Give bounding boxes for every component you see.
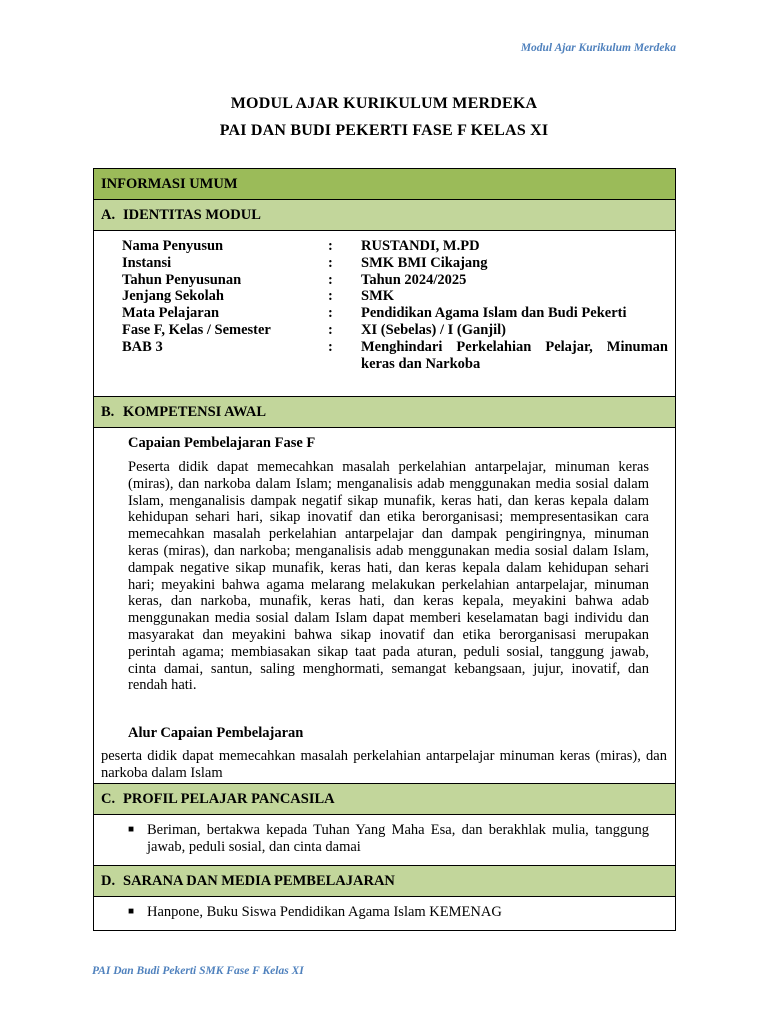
footer-note: PAI Dan Budi Pekerti SMK Fase F Kelas XI xyxy=(92,965,304,977)
sarana-media-body xyxy=(94,897,675,930)
section-number: A. xyxy=(101,206,116,223)
alur-heading: Alur Capaian Pembelajaran xyxy=(128,725,304,741)
capaian-heading: Capaian Pembelajaran Fase F xyxy=(128,435,316,451)
identity-value: Menghindari Perkelahian Pelajar, Minuman keras dan Narkoba xyxy=(361,338,668,372)
section-title: PROFIL PELAJAR PANCASILA xyxy=(123,790,335,807)
section-number: C. xyxy=(101,790,116,807)
alur-paragraph: peserta didik dapat memecahkan masalah perkelahian antarpelajar minuman keras (miras), dan narkoba dalam Islam xyxy=(101,748,667,781)
module-info-table xyxy=(93,168,676,931)
document-subtitle: PAI DAN BUDI PEKERTI FASE F KELAS XI xyxy=(219,122,549,139)
identity-row xyxy=(122,305,668,322)
identity-label: Tahun Penyusunan xyxy=(122,271,242,288)
section-d-header xyxy=(94,866,675,897)
list-item-text: Beriman, bertakwa kepada Tuhan Yang Maha Esa, dan berakhlak mulia, tanggung jawab, peduli sosial, dan cinta damai xyxy=(147,822,649,855)
section-number: D. xyxy=(101,872,116,889)
list-item xyxy=(128,904,649,921)
section-a-header xyxy=(94,200,675,231)
section-c-header xyxy=(94,784,675,815)
identity-label: Mata Pelajaran xyxy=(122,305,220,322)
identity-row xyxy=(122,272,668,289)
identity-row xyxy=(122,288,668,305)
identity-label: Instansi xyxy=(122,254,172,271)
section-title: KOMPETENSI AWAL xyxy=(123,403,267,420)
identity-colon: : xyxy=(328,254,333,271)
identity-label: Fase F, Kelas / Semester xyxy=(122,321,271,338)
identity-value: RUSTANDI, M.PD xyxy=(361,238,480,254)
section-title: IDENTITAS MODUL xyxy=(123,206,261,223)
identity-label: Jenjang Sekolah xyxy=(122,288,224,305)
kompetensi-awal-body xyxy=(94,428,675,784)
identitas-modul-body xyxy=(94,231,675,397)
informasi-umum-header: INFORMASI UMUM xyxy=(94,169,675,200)
identity-colon: : xyxy=(328,305,333,322)
profil-pelajar-body xyxy=(94,815,675,866)
identity-row xyxy=(122,255,668,272)
section-b-header xyxy=(94,397,675,428)
identity-label: BAB 3 xyxy=(122,338,163,355)
list-item-text: Hanpone, Buku Siswa Pendidikan Agama Islam KEMENAG xyxy=(147,904,502,920)
identity-value: Tahun 2024/2025 xyxy=(361,271,467,288)
list-item xyxy=(128,822,649,856)
identity-label: Nama Penyusun xyxy=(122,238,224,254)
identity-colon: : xyxy=(328,288,333,305)
identity-row xyxy=(122,339,668,373)
identity-colon: : xyxy=(328,321,333,338)
capaian-paragraph: Peserta didik dapat memecahkan masalah perkelahian antarpelajar, minuman keras (miras), dan narkoba dalam Islam; menganalisis adab menggunakan media sosial dalam Islam, menganalisis dampak negatif sikap munafik, keras hati, dan keras kepala dalam kehidupan sehari hari, sikap inovatif dan etika berorganisasi; mempresentasikan cara memecahkan masalah perkelahian antarpelajar dan dampak pengiringnya, minuman keras (miras), dan narkoba; menganalisis adab menggunakan media sosial dalam Islam, dampak negative sikap munafik, keras hati, dan keras kepala dalam kehidupan sehari hari; meyakini bahwa agama melarang melakukan perkelahian antarpelajar, minuman keras, dan narkoba, munafik, keras hati, dan keras kepala, meyakini bahwa adab menggunakan media sosial dalam Islam dapat memberi keselamatan bagi individu dan masyarakat dan meyakini bahwa sikap inovatif dan etika berorganisasi merupakan perintah agama; membiasakan sikap taat pada aturan, peduli sosial, tanggung jawab, cinta damai, santun, saling menghormati, semangat kebangsaan, jujur, inovatif, dan rendah hati. xyxy=(128,459,649,694)
identity-colon: : xyxy=(328,271,333,288)
square-bullet-icon: ■ xyxy=(128,906,135,917)
square-bullet-icon: ■ xyxy=(128,824,135,835)
identity-value: SMK BMI Cikajang xyxy=(361,254,488,271)
identity-colon: : xyxy=(328,338,333,355)
section-number: B. xyxy=(101,403,115,420)
identity-value: XI (Sebelas) / I (Ganjil) xyxy=(361,321,506,338)
section-title: SARANA DAN MEDIA PEMBELAJARAN xyxy=(123,872,395,889)
identity-colon: : xyxy=(328,238,333,254)
identity-row xyxy=(122,322,668,339)
identity-value: Pendidikan Agama Islam dan Budi Pekerti xyxy=(361,305,627,322)
identity-row xyxy=(122,238,668,255)
document-title: MODUL AJAR KURIKULUM MERDEKA xyxy=(230,95,538,112)
identity-value: SMK xyxy=(361,288,395,305)
header-note: Modul Ajar Kurikulum Merdeka xyxy=(520,42,676,54)
